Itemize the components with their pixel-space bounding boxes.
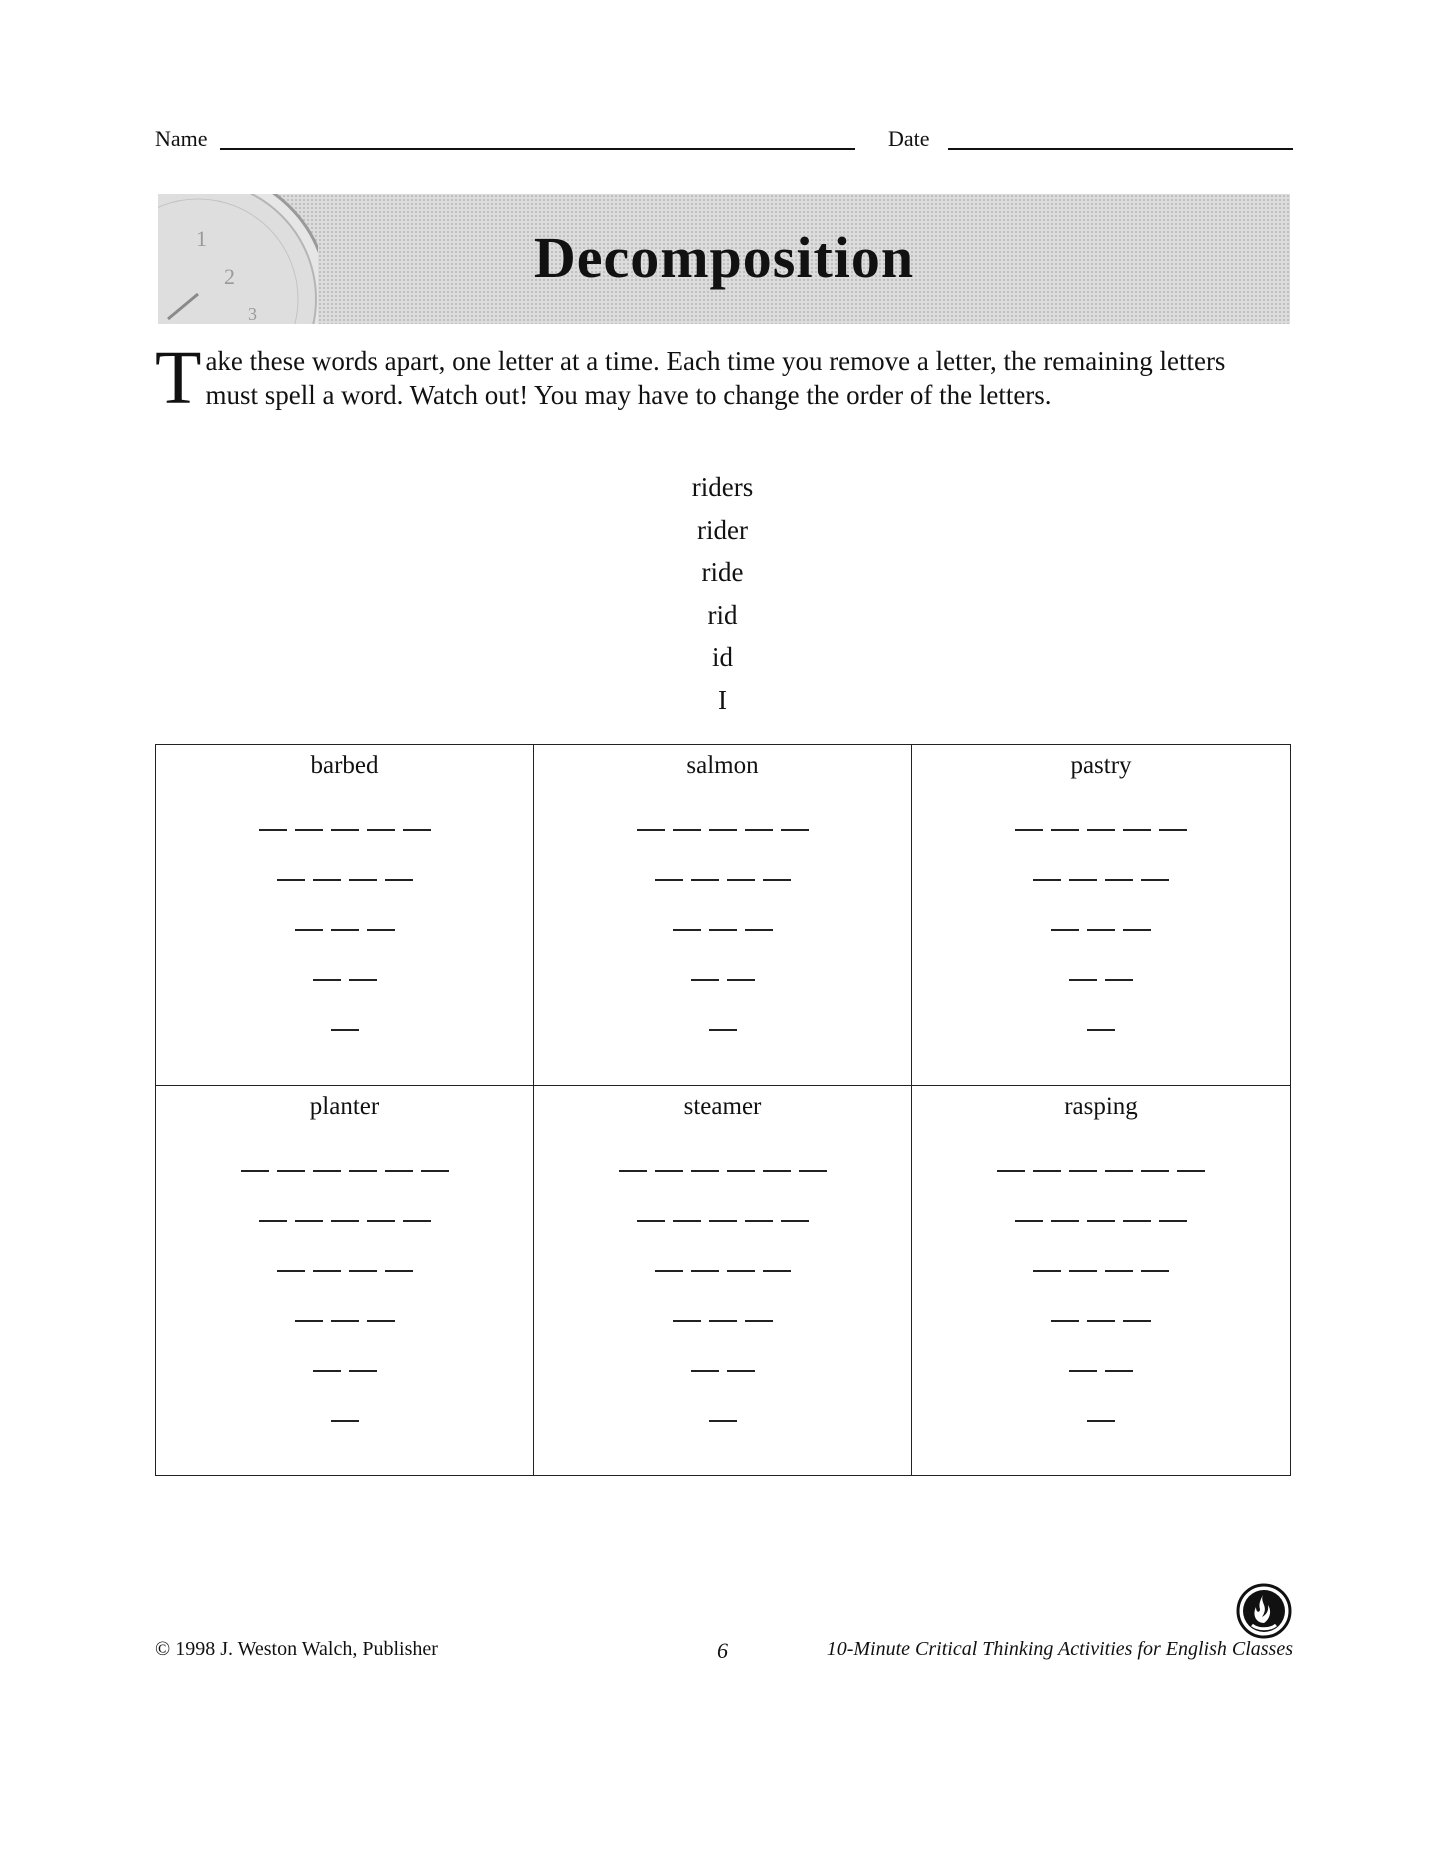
puzzle-word: planter [309, 1093, 380, 1120]
blank-row[interactable] [912, 837, 1290, 887]
letter-blank[interactable] [781, 1220, 809, 1222]
letter-blank[interactable] [745, 829, 773, 831]
letter-blank[interactable] [709, 929, 737, 931]
blank-row[interactable] [156, 1178, 533, 1228]
letter-blank[interactable] [277, 1170, 305, 1172]
blank-row[interactable] [912, 787, 1290, 837]
blank-row[interactable] [912, 987, 1290, 1037]
letter-blank[interactable] [331, 1029, 359, 1031]
letter-blank[interactable] [1159, 829, 1187, 831]
letter-blank[interactable] [349, 979, 377, 981]
blank-row[interactable] [912, 1328, 1290, 1378]
name-label: Name [155, 126, 208, 151]
answer-blanks[interactable] [912, 787, 1290, 1037]
letter-blank[interactable] [709, 1320, 737, 1322]
letter-blank[interactable] [313, 979, 341, 981]
letter-blank[interactable] [745, 1320, 773, 1322]
svg-text:3: 3 [248, 304, 257, 324]
example-ladder [0, 466, 1445, 721]
title-banner [158, 194, 1290, 324]
letter-blank[interactable] [673, 1220, 701, 1222]
example-word: id [711, 642, 733, 672]
copyright: © 1998 J. Weston Walch, Publisher [155, 1638, 438, 1660]
blank-row[interactable] [156, 1128, 533, 1178]
letter-blank[interactable] [781, 829, 809, 831]
example-word: rider [697, 514, 748, 545]
letter-blank[interactable] [1123, 829, 1151, 831]
letter-blank[interactable] [1051, 1220, 1079, 1222]
puzzle-cell [156, 745, 534, 1086]
letter-blank[interactable] [1069, 879, 1097, 881]
letter-blank[interactable] [385, 1270, 413, 1272]
letter-blank[interactable] [1087, 1320, 1115, 1322]
puzzle-cell [912, 745, 1290, 1086]
blank-row[interactable] [912, 1228, 1290, 1278]
letter-blank[interactable] [1015, 829, 1043, 831]
blank-row[interactable] [156, 987, 533, 1037]
letter-blank[interactable] [1105, 1370, 1133, 1372]
blank-row[interactable] [534, 1228, 911, 1278]
instructions [155, 336, 1265, 420]
letter-blank[interactable] [1087, 1220, 1115, 1222]
letter-blank[interactable] [1105, 979, 1133, 981]
letter-blank[interactable] [727, 1270, 755, 1272]
letter-blank[interactable] [997, 1170, 1025, 1172]
letter-blank[interactable] [673, 829, 701, 831]
letter-blank[interactable] [637, 829, 665, 831]
blank-row[interactable] [534, 1378, 911, 1428]
date-field[interactable] [948, 148, 1293, 150]
example-word: riders [691, 472, 754, 502]
answer-blanks[interactable] [156, 787, 533, 1037]
letter-blank[interactable] [349, 879, 377, 881]
letter-blank[interactable] [1069, 1270, 1097, 1272]
letter-blank[interactable] [349, 1370, 377, 1372]
example-word: ride [701, 557, 744, 587]
letter-blank[interactable] [655, 1170, 683, 1172]
letter-blank[interactable] [313, 1370, 341, 1372]
drop-cap: T [155, 336, 202, 420]
letter-blank[interactable] [367, 929, 395, 931]
letter-blank[interactable] [1087, 829, 1115, 831]
letter-blank[interactable] [295, 1220, 323, 1222]
blank-row[interactable] [156, 1378, 533, 1428]
letter-blank[interactable] [295, 1320, 323, 1322]
letter-blank[interactable] [691, 979, 719, 981]
blank-row[interactable] [534, 987, 911, 1037]
puzzle-word: barbed [310, 752, 379, 779]
puzzle-cell [534, 1086, 912, 1475]
letter-blank[interactable] [259, 829, 287, 831]
letter-blank[interactable] [1087, 929, 1115, 931]
letter-blank[interactable] [655, 879, 683, 881]
blank-row[interactable] [156, 787, 533, 837]
letter-blank[interactable] [727, 1370, 755, 1372]
letter-blank[interactable] [349, 1170, 377, 1172]
blank-row[interactable] [156, 837, 533, 887]
letter-blank[interactable] [1015, 1220, 1043, 1222]
letter-blank[interactable] [367, 829, 395, 831]
letter-blank[interactable] [259, 1220, 287, 1222]
answer-blanks[interactable] [534, 787, 911, 1037]
puzzle-word: rasping [1064, 1093, 1138, 1120]
letter-blank[interactable] [763, 879, 791, 881]
letter-blank[interactable] [313, 1170, 341, 1172]
letter-blank[interactable] [403, 829, 431, 831]
letter-blank[interactable] [1177, 1170, 1205, 1172]
blank-row[interactable] [534, 1278, 911, 1328]
letter-blank[interactable] [1159, 1220, 1187, 1222]
blank-row[interactable] [156, 1328, 533, 1378]
blank-row[interactable] [156, 887, 533, 937]
letter-blank[interactable] [1033, 879, 1061, 881]
letter-blank[interactable] [673, 1320, 701, 1322]
page-number: 6 [717, 1638, 728, 1663]
letter-blank[interactable] [1051, 1320, 1079, 1322]
letter-blank[interactable] [619, 1170, 647, 1172]
letter-blank[interactable] [1123, 929, 1151, 931]
letter-blank[interactable] [1069, 1370, 1097, 1372]
letter-blank[interactable] [727, 979, 755, 981]
letter-blank[interactable] [421, 1170, 449, 1172]
letter-blank[interactable] [709, 829, 737, 831]
letter-blank[interactable] [403, 1220, 431, 1222]
letter-blank[interactable] [331, 1420, 359, 1422]
letter-blank[interactable] [385, 1170, 413, 1172]
letter-blank[interactable] [1105, 879, 1133, 881]
blank-row[interactable] [912, 1278, 1290, 1328]
puzzle-cell [156, 1086, 534, 1475]
letter-blank[interactable] [1087, 1029, 1115, 1031]
answer-blanks[interactable] [534, 1128, 911, 1428]
letter-blank[interactable] [385, 879, 413, 881]
page-title: Decomposition [533, 225, 915, 290]
letter-blank[interactable] [1141, 1270, 1169, 1272]
letter-blank[interactable] [1069, 979, 1097, 981]
letter-blank[interactable] [799, 1170, 827, 1172]
letter-blank[interactable] [367, 1320, 395, 1322]
instructions-text: ake these words apart, one letter at a time. Each time you remove a letter, the remaining letters must spell a word. Watch out! You may have to change the order of the letters. [205, 346, 1226, 410]
letter-blank[interactable] [691, 1170, 719, 1172]
blank-row[interactable] [156, 1228, 533, 1278]
letter-blank[interactable] [331, 1220, 359, 1222]
blank-row[interactable] [156, 937, 533, 987]
letter-blank[interactable] [1033, 1170, 1061, 1172]
example-word: rid [707, 599, 738, 630]
blank-row[interactable] [534, 1178, 911, 1228]
svg-text:2: 2 [224, 264, 235, 289]
letter-blank[interactable] [691, 879, 719, 881]
letter-blank[interactable] [295, 829, 323, 831]
letter-blank[interactable] [349, 1270, 377, 1272]
letter-blank[interactable] [709, 1220, 737, 1222]
letter-blank[interactable] [313, 879, 341, 881]
letter-blank[interactable] [655, 1270, 683, 1272]
letter-blank[interactable] [673, 929, 701, 931]
letter-blank[interactable] [1087, 1420, 1115, 1422]
letter-blank[interactable] [745, 929, 773, 931]
letter-blank[interactable] [1141, 1170, 1169, 1172]
blank-row[interactable] [534, 837, 911, 887]
example-word: I [718, 684, 727, 715]
puzzle-word: pastry [1070, 752, 1132, 779]
letter-blank[interactable] [331, 829, 359, 831]
blank-row[interactable] [534, 937, 911, 987]
letter-blank[interactable] [1141, 879, 1169, 881]
date-label: Date [888, 126, 930, 151]
puzzle-cell [912, 1086, 1290, 1475]
flame-logo-icon [1236, 1583, 1292, 1639]
svg-text:1: 1 [196, 226, 207, 251]
letter-blank[interactable] [331, 1320, 359, 1322]
letter-blank[interactable] [727, 879, 755, 881]
name-field[interactable] [220, 148, 855, 150]
letter-blank[interactable] [1051, 829, 1079, 831]
blank-row[interactable] [534, 887, 911, 937]
blank-row[interactable] [912, 1378, 1290, 1428]
blank-row[interactable] [534, 1128, 911, 1178]
letter-blank[interactable] [763, 1170, 791, 1172]
blank-row[interactable] [534, 787, 911, 837]
blank-row[interactable] [156, 1278, 533, 1328]
letter-blank[interactable] [295, 929, 323, 931]
blank-row[interactable] [912, 1178, 1290, 1228]
letter-blank[interactable] [1123, 1320, 1151, 1322]
letter-blank[interactable] [637, 1220, 665, 1222]
answer-blanks[interactable] [156, 1128, 533, 1428]
letter-blank[interactable] [745, 1220, 773, 1222]
letter-blank[interactable] [709, 1029, 737, 1031]
letter-blank[interactable] [1105, 1170, 1133, 1172]
letter-blank[interactable] [1105, 1270, 1133, 1272]
name-date-row [155, 126, 1293, 156]
letter-blank[interactable] [691, 1370, 719, 1372]
blank-row[interactable] [912, 1128, 1290, 1178]
letter-blank[interactable] [727, 1170, 755, 1172]
letter-blank[interactable] [241, 1170, 269, 1172]
letter-blank[interactable] [709, 1420, 737, 1422]
letter-blank[interactable] [277, 879, 305, 881]
puzzle-grid [155, 744, 1291, 1476]
letter-blank[interactable] [367, 1220, 395, 1222]
letter-blank[interactable] [1069, 1170, 1097, 1172]
letter-blank[interactable] [691, 1270, 719, 1272]
letter-blank[interactable] [313, 1270, 341, 1272]
letter-blank[interactable] [277, 1270, 305, 1272]
answer-blanks[interactable] [912, 1128, 1290, 1428]
puzzle-cell [534, 745, 912, 1086]
letter-blank[interactable] [1033, 1270, 1061, 1272]
blank-row[interactable] [534, 1328, 911, 1378]
letter-blank[interactable] [1051, 929, 1079, 931]
puzzle-word: salmon [686, 752, 759, 779]
book-title: 10-Minute Critical Thinking Activities for English Classes [826, 1638, 1293, 1660]
letter-blank[interactable] [331, 929, 359, 931]
letter-blank[interactable] [1123, 1220, 1151, 1222]
letter-blank[interactable] [763, 1270, 791, 1272]
blank-row[interactable] [912, 887, 1290, 937]
puzzle-word: steamer [683, 1093, 762, 1120]
blank-row[interactable] [912, 937, 1290, 987]
